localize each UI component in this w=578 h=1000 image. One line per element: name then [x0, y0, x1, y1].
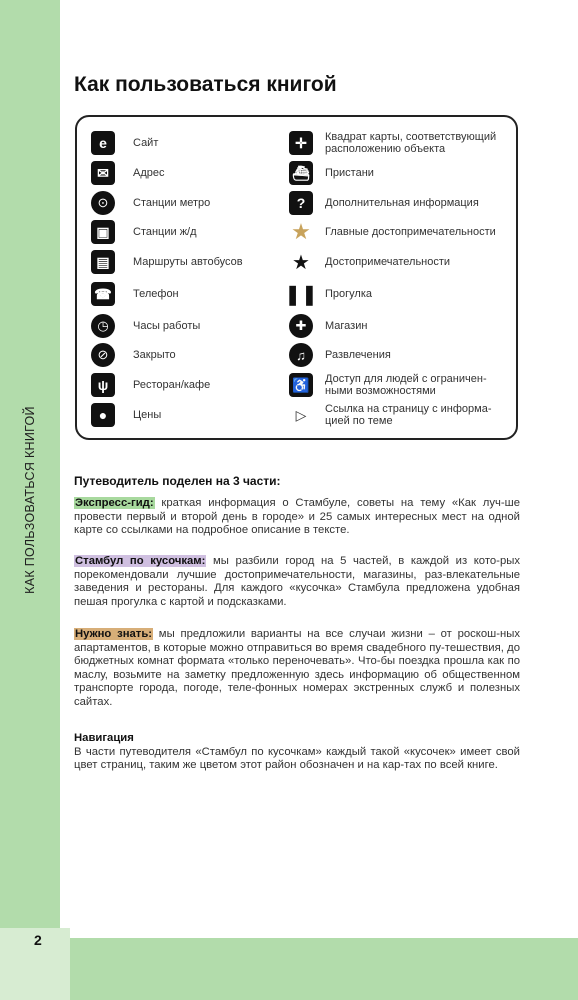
bus-icon: ▤ — [91, 250, 115, 274]
gold-star-icon: ★ — [291, 219, 311, 244]
legend-item — [289, 403, 509, 427]
legend-label: Станции метро — [133, 197, 211, 209]
paragraph-text: мы разбили город на 5 частей, в каждой из кото-рых порекомендовали лучшие достопримечательности, магазины, раз-влекательные заведения и рестораны. Для каждого «кусочка» Стамбула предложена удобная пешая прогулка с картой и подсказками. — [74, 555, 520, 608]
legend-item — [289, 220, 509, 244]
legend-item — [91, 220, 271, 244]
bottom-band — [70, 938, 578, 1000]
music-note-icon: ♫ — [289, 343, 313, 367]
legend-label: Адрес — [133, 167, 165, 179]
fork-knife-icon: ψ — [91, 373, 115, 397]
legend-label: Пристани — [325, 167, 374, 179]
legend-item — [289, 131, 509, 155]
legend-item — [91, 343, 271, 367]
legend-label: Ссылка на страницу с информа-цией по теме — [325, 403, 492, 427]
wheelchair-icon: ♿ — [289, 373, 313, 397]
legend-item — [91, 161, 271, 185]
coins-icon: ● — [91, 403, 115, 427]
train-icon: ▣ — [91, 220, 115, 244]
gift-icon: ✚ — [289, 314, 313, 338]
legend-label: Цены — [133, 409, 162, 421]
term-istanbul-pieces: Стамбул по кусочкам: — [75, 555, 206, 567]
closed-icon: ⊘ — [91, 343, 115, 367]
legend-label: Достопримечательности — [325, 256, 451, 268]
legend-label: Станции ж/д — [133, 226, 197, 238]
paragraph-express-guide — [74, 497, 520, 538]
legend-item — [284, 282, 509, 306]
legend-item — [91, 131, 271, 155]
legend-label: Телефон — [133, 288, 179, 300]
pier-icon: ⛴ — [289, 161, 313, 185]
legend-item — [91, 250, 271, 274]
legend-label: Квадрат карты, соответствующий расположению объекта — [325, 131, 497, 155]
legend-label: Сайт — [133, 137, 159, 149]
legend-item — [91, 373, 271, 397]
metro-icon: ⊙ — [91, 191, 115, 215]
legend-label: Магазин — [325, 320, 368, 332]
page-link-arrow-icon: ▷ — [295, 406, 307, 423]
telephone-icon: ☎ — [91, 282, 115, 306]
paragraph-navigation — [74, 732, 520, 773]
black-star-icon: ★ — [292, 251, 310, 274]
legend-item — [289, 191, 509, 215]
question-icon: ? — [289, 191, 313, 215]
paragraph-text: краткая информация о Стамбуле, советы на тему «Как луч-ше провести первый и второй день в городе» и 25 самых интересных мест на одной карте со ссылками на подробное описание в тексте. — [74, 497, 520, 537]
legend-label: Развлечения — [325, 349, 391, 361]
legend-label: Закрыто — [133, 349, 176, 361]
legend-label: Доступ для людей с ограничен-ными возможностями — [325, 373, 487, 397]
legend-label: Прогулка — [325, 288, 373, 300]
legend-label: Дополнительная информация — [325, 197, 479, 209]
envelope-icon: ✉ — [91, 161, 115, 185]
clock-icon: ◷ — [91, 314, 115, 338]
side-section-label: КАК ПОЛЬЗОВАТЬСЯ КНИГОЙ — [23, 406, 37, 594]
symbol-legend — [75, 115, 518, 440]
legend-item — [91, 314, 271, 338]
website-icon: e — [91, 131, 115, 155]
legend-item — [91, 191, 271, 215]
legend-item — [91, 282, 271, 306]
legend-item — [289, 343, 509, 367]
page-title: Как пользоваться книгой — [74, 73, 337, 96]
legend-label: Ресторан/кафе — [133, 379, 211, 391]
page-number: 2 — [34, 932, 42, 948]
section-heading: Путеводитель поделен на 3 части: — [74, 474, 281, 488]
legend-label: Маршруты автобусов — [133, 256, 243, 268]
term-need-to-know: Нужно знать: — [75, 628, 153, 640]
legend-label: Главные достопримечательности — [325, 226, 496, 238]
legend-item — [289, 161, 509, 185]
legend-item — [289, 314, 509, 338]
legend-item — [289, 373, 509, 397]
paragraph-istanbul-pieces — [74, 555, 520, 609]
legend-label: Часы работы — [133, 320, 201, 332]
paragraph-text: В части путеводителя «Стамбул по кусочкам» каждый такой «кусочек» имеет свой цвет страниц, таким же цветом этот район обозначен и на кар-тах по всей книге. — [74, 745, 520, 772]
paragraph-text: мы предложили варианты на все случаи жизни – от роскош-ных апартаментов, в которые можно отправиться во время свадебного пу-тешествия, до бюджетных комнат формата «только переночевать». Что-бы поездка прошла как по маслу, возьмите на заметку предложенную здесь информацию об общественном транспорте города, погоде, теле-фонных номерах экстренных служб и полезных сайтах. — [74, 628, 520, 708]
map-grid-icon: ✛ — [289, 131, 313, 155]
footprints-icon: ❚❚ — [284, 283, 318, 306]
term-express-guide: Экспресс-гид: — [75, 497, 154, 509]
navigation-heading: Навигация — [74, 732, 134, 744]
paragraph-need-to-know — [74, 628, 520, 710]
legend-item — [289, 250, 509, 274]
legend-item — [91, 403, 271, 427]
